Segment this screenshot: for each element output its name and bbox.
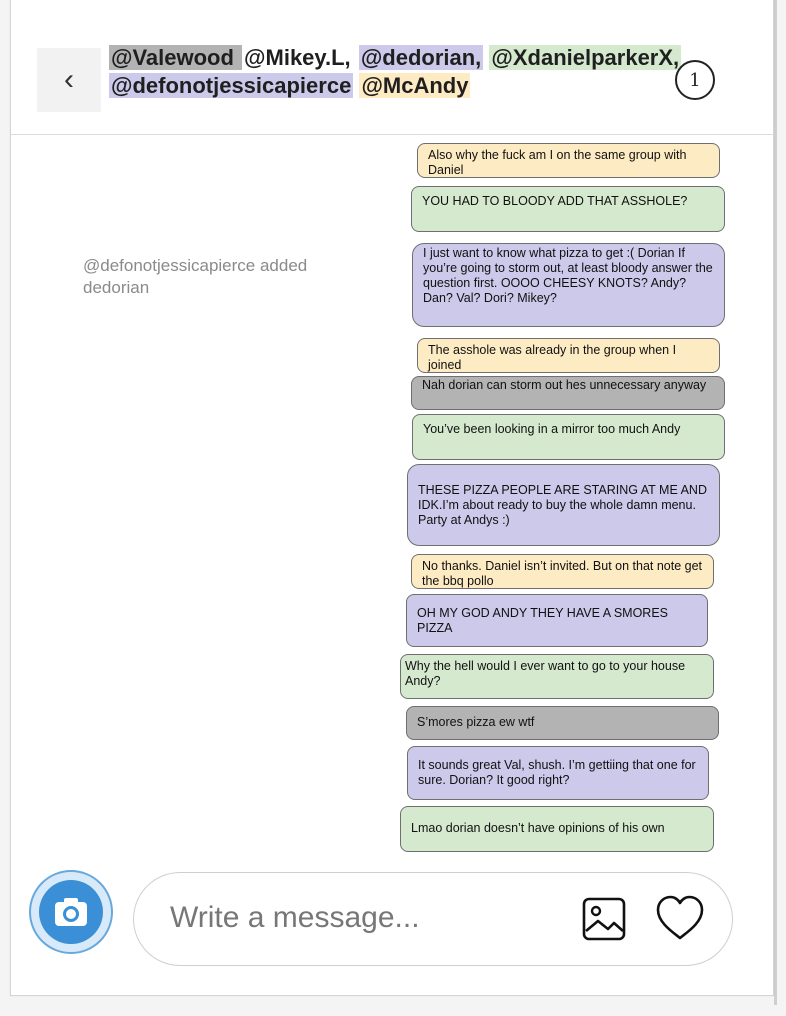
chat-window	[10, 0, 774, 996]
message-bubble[interactable]: S’mores pizza ew wtf	[406, 706, 719, 740]
heart-icon	[654, 893, 706, 943]
message-bubble[interactable]: Also why the fuck am I on the same group with Daniel	[417, 143, 720, 178]
image-icon	[580, 895, 628, 943]
mention-dedorian[interactable]: @dedorian,	[360, 45, 482, 70]
message-bubble[interactable]: No thanks. Daniel isn’t invited. But on that note get the bbq pollo	[411, 554, 714, 589]
message-bubble[interactable]: It sounds great Val, shush. I’m gettiing that one for sure. Dorian? It good right?	[407, 746, 709, 800]
message-bubble[interactable]: YOU HAD TO BLOODY ADD THAT ASSHOLE?	[411, 186, 725, 232]
message-input-placeholder: Write a message...	[170, 901, 420, 934]
message-bubble[interactable]: Lmao dorian doesn’t have opinions of his own	[400, 806, 714, 852]
mention-jessica[interactable]: @defonotjessicapierce	[111, 73, 352, 98]
message-bubble[interactable]: THESE PIZZA PEOPLE ARE STARING AT ME AND IDK.I’m about ready to buy the whole damn menu. Party at Andys :)	[407, 464, 720, 546]
like-button[interactable]	[654, 893, 706, 943]
mention-mikey[interactable]: @Mikey.L,	[244, 45, 351, 70]
chat-header	[11, 0, 773, 135]
message-bubble[interactable]: I just want to know what pizza to get :( Dorian If you’re going to storm out, at least bloody answer the question first. OOOO CHEESY KNOTS? Andy? Dan? Val? Dori? Mikey?	[412, 243, 725, 327]
message-input[interactable]	[133, 872, 733, 966]
message-bubble[interactable]: OH MY GOD ANDY THEY HAVE A SMORES PIZZA	[406, 594, 708, 647]
mention-andy[interactable]: @McAndy	[361, 73, 469, 98]
message-bubble[interactable]: The asshole was already in the group when I joined	[417, 338, 720, 373]
gallery-button[interactable]	[580, 895, 628, 943]
back-button[interactable]	[37, 48, 101, 112]
system-note: @defonotjessicapierce added dedorian	[83, 256, 308, 297]
mention-daniel[interactable]: @XdanielparkerX,	[491, 45, 680, 70]
scrollbar[interactable]	[774, 0, 777, 1005]
chevron-left-icon: ‹	[64, 63, 74, 96]
camera-button[interactable]	[29, 870, 113, 954]
message-bubble[interactable]: You’ve been looking in a mirror too much Andy	[412, 414, 725, 460]
camera-icon	[39, 880, 103, 944]
member-count-badge[interactable]: 1	[675, 60, 715, 100]
mention-valewood[interactable]: @Valewood	[111, 45, 241, 70]
group-members-title[interactable]	[109, 44, 729, 100]
message-bubble[interactable]: Why the hell would I ever want to go to your house Andy?	[400, 654, 714, 699]
message-bubble[interactable]: Nah dorian can storm out hes unnecessary anyway	[411, 376, 725, 410]
